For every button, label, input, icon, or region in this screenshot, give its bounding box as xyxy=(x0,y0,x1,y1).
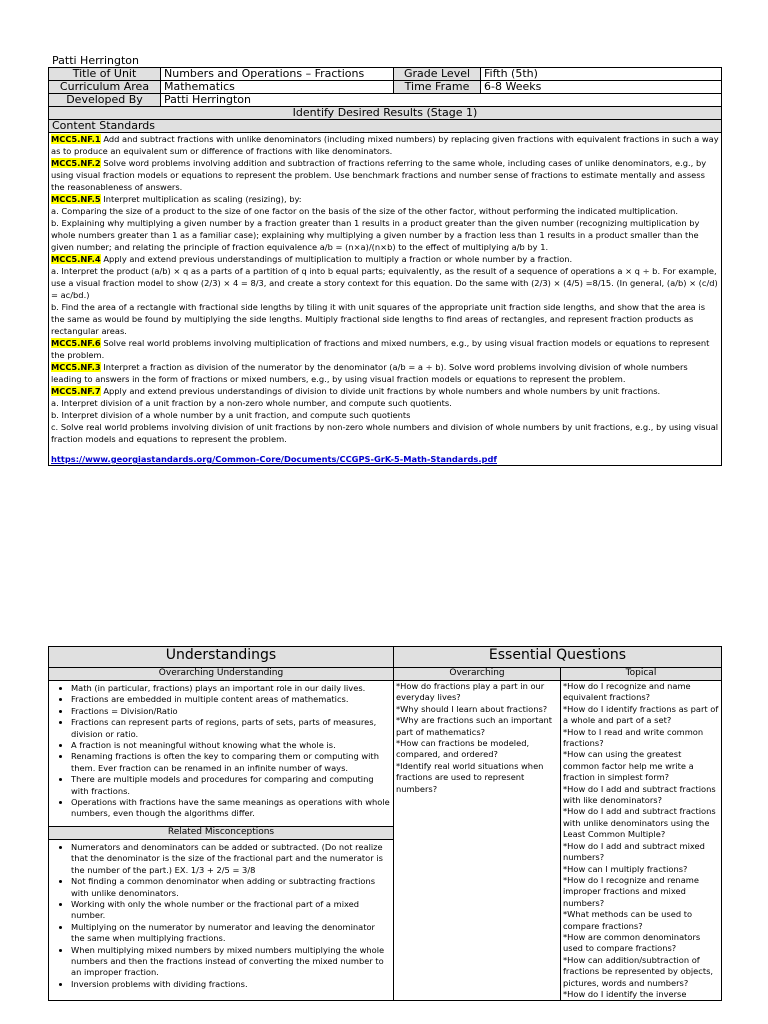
standard-code: MCC5.NF.6 xyxy=(51,338,101,348)
standard-text: Add and subtract fractions with unlike denominators (including mixed numbers) by replacing given fractions with equivalent fractions in such a way as to produce an equivalent sum or difference of fractions with like denominators. xyxy=(51,134,719,156)
standard-text: Solve real world problems involving multiplication of fractions and mixed numbers, e.g., by using visual fraction models or equations to represent the problem. xyxy=(51,338,710,360)
standard-code: MCC5.NF.1 xyxy=(51,134,101,144)
standard-nf7-c: c. Solve real world problems involving division of unit fractions by non-zero whole numbers and division of whole numbers by unit fractions, e.g., by using visual fraction models and equations to represent the problem. xyxy=(51,422,719,444)
standard-text: Apply and extend previous understandings of division to divide unit fractions by whole numbers and whole numbers by unit fractions. xyxy=(100,386,661,396)
list-item: *How are common denominators used to compare fractions? xyxy=(563,931,701,954)
list-item: • Fractions = Division/Ratio xyxy=(71,706,391,717)
standard-text: Apply and extend previous understandings of multiplication to multiply a fraction or whole number by a fraction. xyxy=(100,254,573,264)
list-item: • There are multiple models and procedures for comparing and computing with fractions. xyxy=(71,774,391,797)
list-item: *How do fractions play a part in our everyday lives? xyxy=(396,681,545,703)
standard-nf1 xyxy=(51,133,719,157)
list-item: *How do I add and subtract fractions with unlike denominators using the Least Common Multiple? xyxy=(563,806,716,840)
standard-text: Solve word problems involving addition and subtraction of fractions referring to the same whole, including cases of unlike denominators, e.g., by using visual fraction models or equations to represent the problem. Use benchmark fractions and number sense of fractions to estimate mentally and assess the reasonableness of answers. xyxy=(51,158,707,192)
list-item: *How do I recognize and name equivalent fractions? xyxy=(563,681,691,703)
list-item: • Math (in particular, fractions) plays an important role in our daily lives. xyxy=(71,683,391,694)
standard-code: MCC5.NF.2 xyxy=(51,158,101,168)
curriculum-area-label: Curriculum Area xyxy=(49,81,161,94)
title-of-unit-label: Title of Unit xyxy=(49,68,161,81)
list-item: *How do I add and subtract mixed numbers? xyxy=(563,840,705,863)
standard-code: MCC5.NF.7 xyxy=(51,386,101,396)
related-misconceptions-label: Related Misconceptions xyxy=(49,827,394,840)
standard-nf5 xyxy=(51,193,719,205)
list-item: • A fraction is not meaningful without knowing what the whole is. xyxy=(71,740,391,751)
overarching-understanding-label: Overarching Understanding xyxy=(49,668,394,681)
list-item: *What methods can be used to compare fractions? xyxy=(563,909,693,931)
misconceptions-cell xyxy=(49,840,394,1001)
list-item: • Multiplying on the numerator by numerator and leaving the denominator the same when multiplying fractions. xyxy=(71,922,391,945)
grade-level-value: Fifth (5th) xyxy=(481,68,722,81)
list-item: • Not finding a common denominator when adding or subtracting fractions with unlike denominators. xyxy=(71,876,391,899)
time-frame-value: 6-8 Weeks xyxy=(481,81,722,94)
standard-nf4-b: b. Find the area of a rectangle with fractional side lengths by tiling it with unit squares of the appropriate unit fraction side lengths, and show that the area is the same as would be found by multiplying the side lengths. Multiply fractional side lengths to find areas of rectangles, and represent fraction products as rectangular areas. xyxy=(51,302,706,336)
standard-nf7 xyxy=(51,385,719,397)
list-item: • When multiplying mixed numbers by mixed numbers multiplying the whole numbers and then the fractions instead of converting the mixed number to an improper fraction. xyxy=(71,945,391,979)
standard-nf2 xyxy=(51,157,719,193)
standard-nf4-a: a. Interpret the product (a/b) × q as a parts of a partition of q into b equal parts; equivalently, as the result of a sequence of operations a × q ÷ b. For example, use a visual fraction model to show (2/3) × 4 = 8/3, and create a story context for this equation. Do the same with (2/3) × (4/5) =8/15. (In general, (a/b) × (c/d) = ac/bd.) xyxy=(51,266,718,300)
topical-questions-label: Topical xyxy=(561,668,722,681)
standard-code: MCC5.NF.3 xyxy=(51,362,101,372)
list-item: *How do I identify the inverse xyxy=(563,988,687,999)
standard-nf3 xyxy=(51,361,719,385)
overarching-questions-label: Overarching xyxy=(394,668,561,681)
developed-by-label: Developed By xyxy=(49,94,161,107)
list-item: • Numerators and denominators can be added or subtracted. (Do not realize that the denominator is the size of the fractional part and the numerator is the number of the part.) EX. 1/3 + 2/5 = 3/8 xyxy=(71,842,391,876)
list-item: *Identify real world situations when fractions are used to represent numbers? xyxy=(396,760,544,794)
list-item: • Operations with fractions have the same meanings as operations with whole numbers, even though the algorithms differ. xyxy=(71,797,391,820)
list-item: *How can using the greatest common factor help me write a fraction in simplest form? xyxy=(563,749,694,783)
list-item: *How do I identify fractions as part of a whole and part of a set? xyxy=(563,703,719,726)
standard-nf7-a: a. Interpret division of a unit fraction by a non-zero whole number, and compute such quotients. xyxy=(51,398,452,408)
curriculum-area-value: Mathematics xyxy=(161,81,394,94)
list-item: • Renaming fractions is often the key to comparing them or computing with them. Ever fraction can be renamed in an infinite number of ways. xyxy=(71,751,391,774)
stage-title: Identify Desired Results (Stage 1) xyxy=(49,107,722,120)
understandings-list xyxy=(51,683,391,820)
standard-code: MCC5.NF.5 xyxy=(51,194,101,204)
standard-text: Interpret a fraction as division of the numerator by the denominator (a/b = a ÷ b). Solve word problems involving division of whole numbers leading to answers in the form of fractions or mixed numbers, e.g., by using visual fraction models or equations to represent the problem. xyxy=(51,362,688,384)
list-item: • Inversion problems with dividing fractions. xyxy=(71,979,391,990)
list-item: • Fractions can represent parts of regions, parts of sets, parts of measures, division or ratio. xyxy=(71,717,391,740)
list-item: *Why are fractions such an important part of mathematics? xyxy=(396,715,553,737)
standard-nf7-b: b. Interpret division of a whole number by a unit fraction, and compute such quotients xyxy=(51,410,411,420)
standard-nf6 xyxy=(51,337,719,361)
standard-nf5-a: a. Comparing the size of a product to the size of one factor on the basis of the size of the other factor, without performing the indicated multiplication. xyxy=(51,206,678,216)
list-item: *Why should I learn about fractions? xyxy=(396,703,548,714)
overarching-understandings-cell xyxy=(49,681,394,827)
standard-nf4 xyxy=(51,253,719,265)
standard-nf5-b: b. Explaining why multiplying a given number by a fraction greater than 1 results in a product greater than the given number (recognizing multiplication by whole numbers greater than 1 as a familiar case); explaining why multiplying a given number by a fraction less than 1 results in a product smaller than the given number; and relating the principle of fraction equivalence a/b = (n×a)/(n×b) to the effect of multiplying a/b by 1. xyxy=(51,218,700,252)
time-frame-label: Time Frame xyxy=(394,81,481,94)
unit-header-table xyxy=(48,67,722,466)
list-item: *How can I multiply fractions? xyxy=(563,863,688,874)
understandings-questions-table xyxy=(48,646,722,1001)
content-standards-title: Content Standards xyxy=(49,120,722,133)
misconceptions-list xyxy=(51,842,391,990)
developed-by-value: Patti Herrington xyxy=(161,94,722,107)
list-item: • Working with only the whole number or the fractional part of a mixed number. xyxy=(71,899,391,922)
topical-questions-cell xyxy=(561,681,722,1001)
list-item: • Fractions are embedded in multiple content areas of mathematics. xyxy=(71,694,391,705)
standard-text: Interpret multiplication as scaling (resizing), by: xyxy=(100,194,302,204)
standards-link[interactable]: https://www.georgiastandards.org/Common-Core/Documents/CCGPS-GrK-5-Math-Standards.pdf xyxy=(51,454,497,464)
overarching-questions-cell xyxy=(394,681,561,1001)
list-item: *How to I read and write common fractions? xyxy=(563,726,704,749)
list-item: *How can fractions be modeled, compared, and ordered? xyxy=(396,738,530,760)
list-item: *How do I recognize and rename improper fractions and mixed numbers? xyxy=(563,874,699,908)
essential-questions-title: Essential Questions xyxy=(394,647,722,668)
standard-code: MCC5.NF.4 xyxy=(51,254,101,264)
grade-level-label: Grade Level xyxy=(394,68,481,81)
title-of-unit-value: Numbers and Operations – Fractions xyxy=(161,68,394,81)
content-standards-body xyxy=(49,133,722,466)
author-name: Patti Herrington xyxy=(52,54,139,67)
understandings-title: Understandings xyxy=(49,647,394,668)
list-item: *How can addition/subtraction of fractions be represented by objects, pictures, words and numbers? xyxy=(563,954,714,988)
list-item: *How do I add and subtract fractions with like denominators? xyxy=(563,783,716,806)
